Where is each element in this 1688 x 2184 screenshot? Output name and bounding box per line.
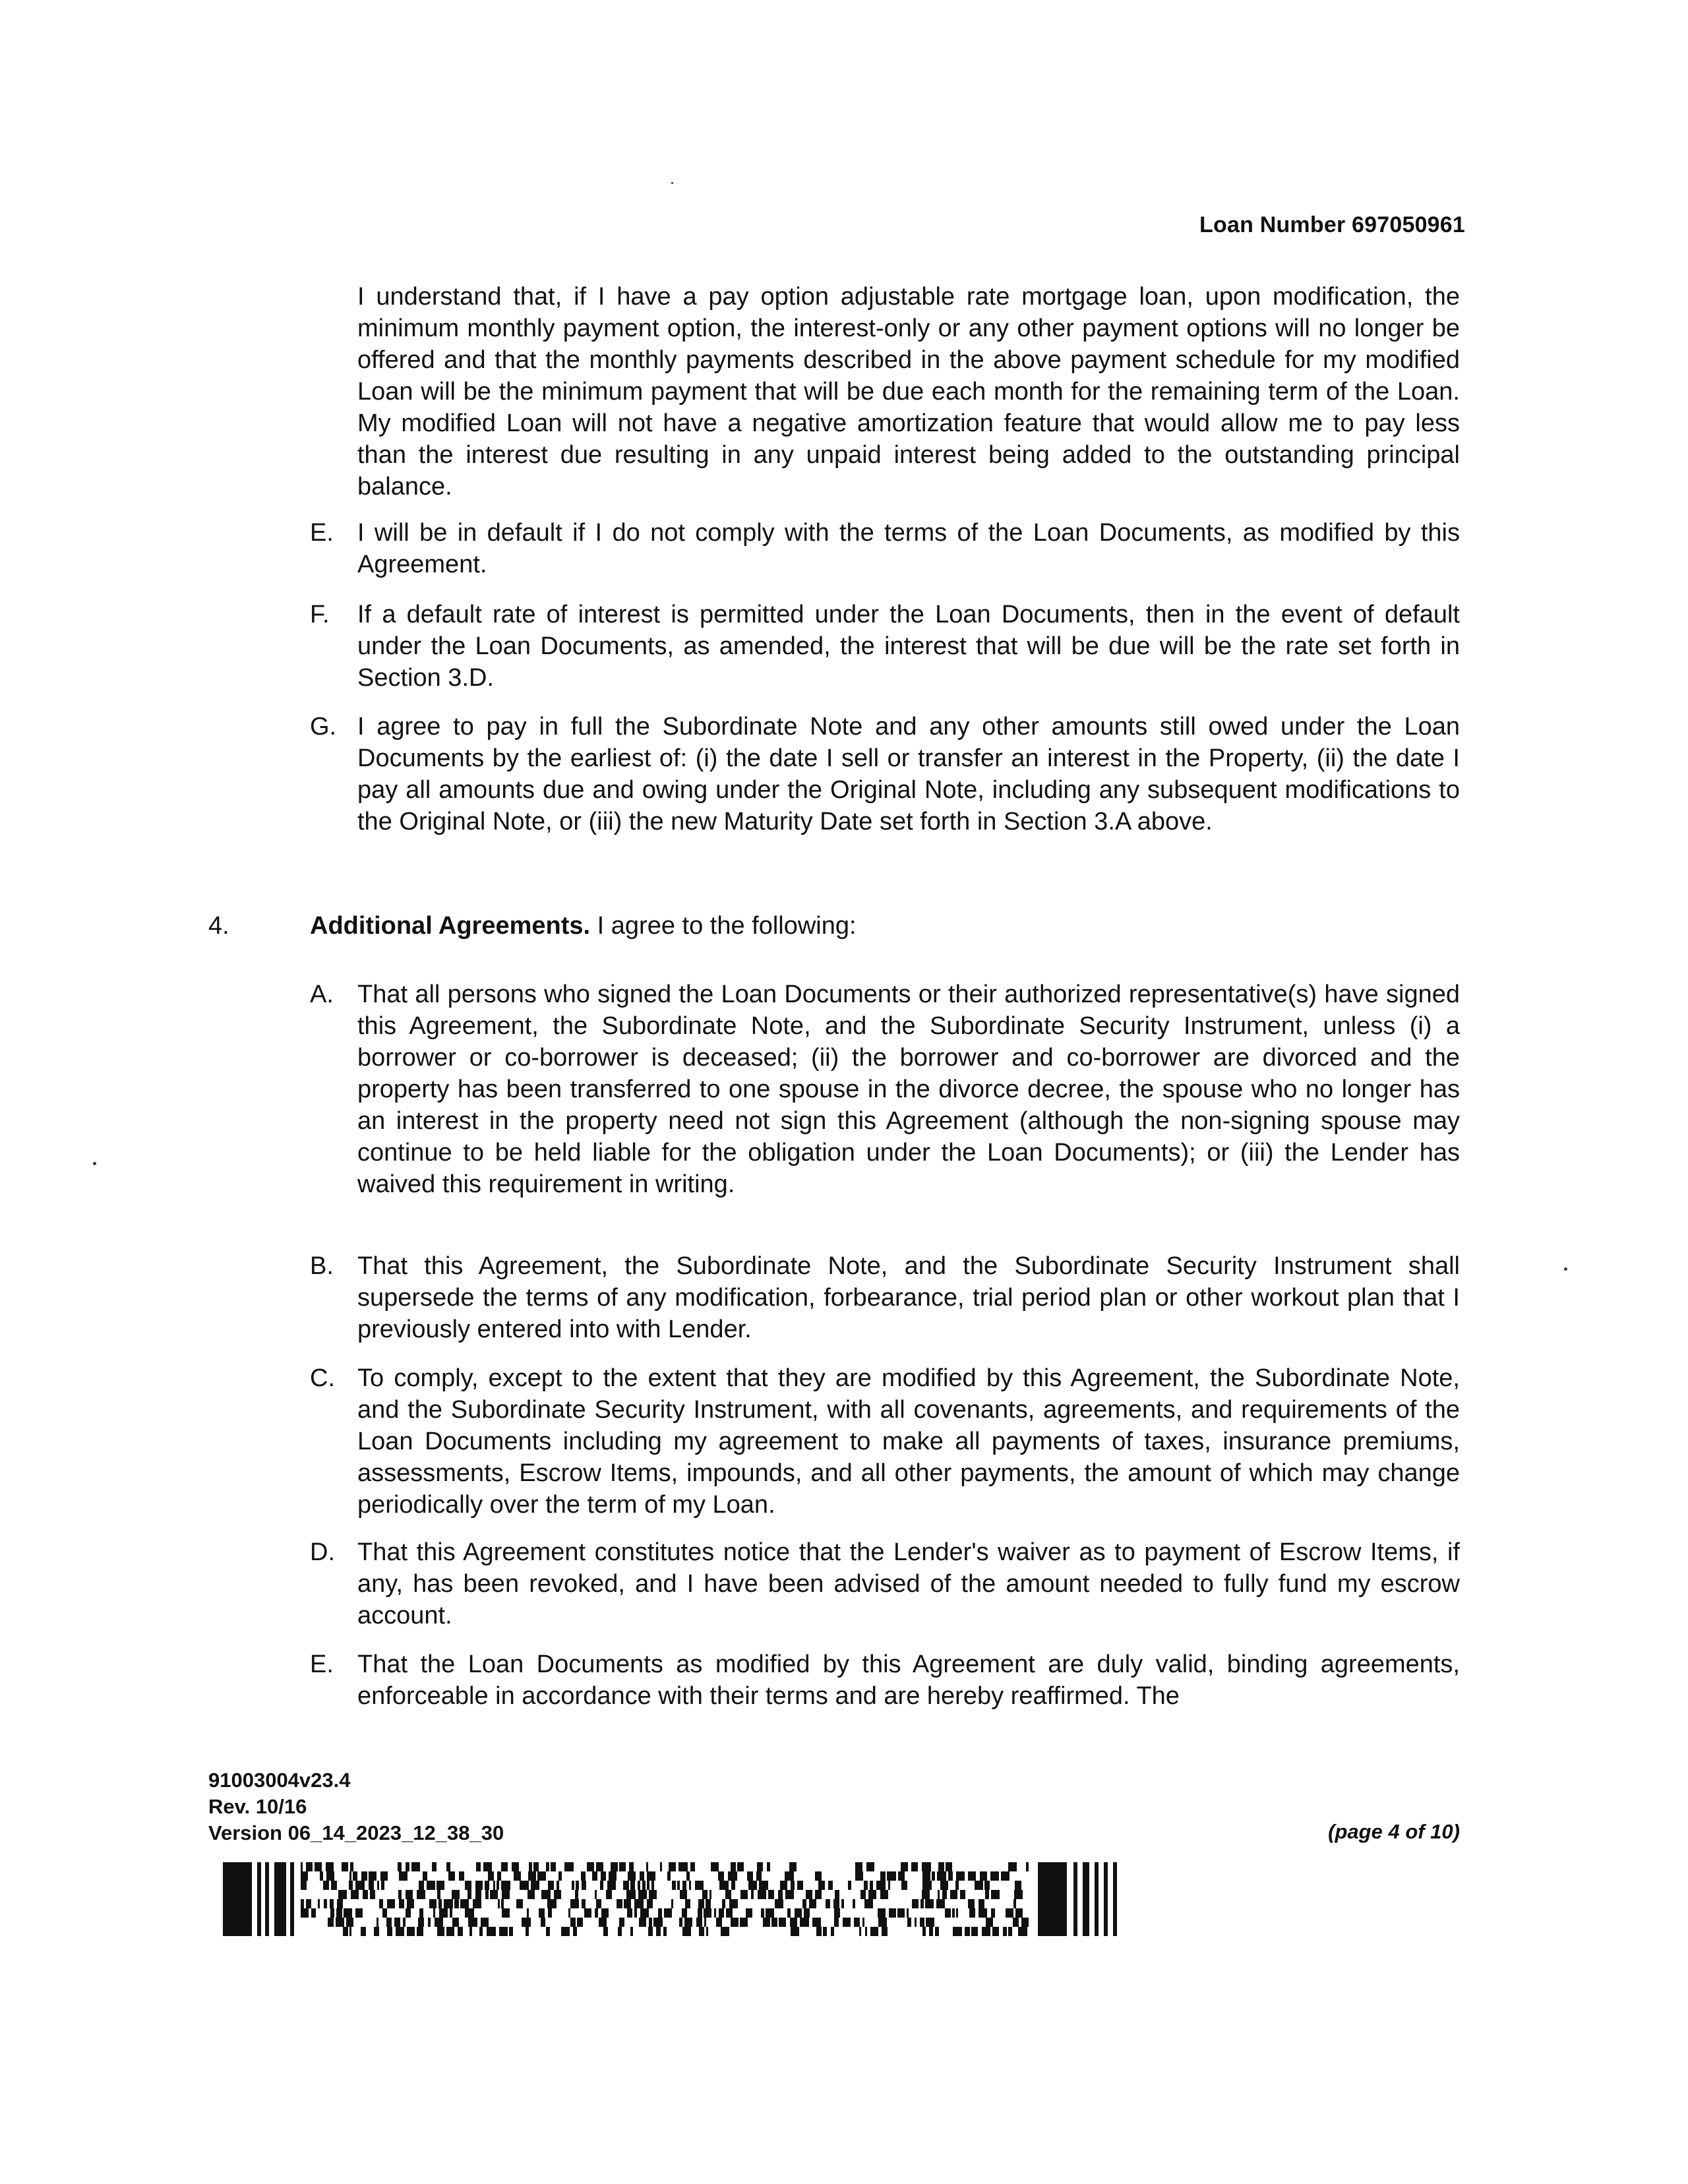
section4-heading-line — [208, 910, 1461, 942]
loan-number: Loan Number 697050961 — [1199, 212, 1465, 237]
item-text: I will be in default if I do not comply with the terms of the Loan Documents, as modified by this Agreement. — [357, 519, 1460, 578]
intro-paragraph: I understand that, if I have a pay option adjustable rate mortgage loan, upon modification, the minimum monthly payment option, the interest-only or any other payment options will no longer be offered and that the monthly payments described in the above payment schedule for my modified Loan will be the minimum payment that will be due each month for the remaining term of the Loan. My modified Loan will not have a negative amortization feature that would allow me to pay less than the interest due resulting in any unpaid interest being added to the outstanding principal balance. — [357, 283, 1460, 501]
form-id: 91003004v23.4 — [208, 1769, 351, 1792]
scan-speck — [93, 1162, 96, 1165]
item-letter: G. — [310, 713, 337, 741]
section4-item-e — [310, 1649, 1460, 1712]
revision: Rev. 10/16 — [208, 1795, 307, 1818]
item-text: That this Agreement, the Subordinate Note, and the Subordinate Security Instrument shall supersede the terms of any modification, forbearance, trial period plan or other workout plan that I previously entered into with Lender. — [357, 1252, 1460, 1343]
section-heading: Additional Agreements. — [310, 912, 591, 940]
item-letter: A. — [310, 981, 334, 1008]
item-text: To comply, except to the extent that they are modified by this Agreement, the Subordinate Note, and the Subordinate Security Instrument, with all covenants, agreements, and requirements of the Loan Documents including my agreement to make all payments of taxes, insurance premiums, assessments, Escrow Items, impounds, and all other payments, the amount of which may change periodically over the term of my Loan. — [357, 1364, 1460, 1519]
item-text: I agree to pay in full the Subordinate Note and any other amounts still owed under the Loan Documents by the earliest of: (i) the date I sell or transfer an interest in the Property, (ii) the date I pay all amounts due and owing under the Original Note, including any subsequent modifications to the Original Note, or (iii) the new Maturity Date set forth in Section 3.A above. — [357, 713, 1460, 835]
section3-item-e — [310, 517, 1460, 580]
item-letter: E. — [310, 519, 334, 547]
item-text: That the Loan Documents as modified by this Agreement are duly valid, binding agreements, enforceable in accordance with their terms and are hereby reaffirmed. The — [357, 1651, 1460, 1710]
item-letter: F. — [310, 601, 330, 628]
item-text: If a default rate of interest is permitted under the Loan Documents, then in the event of default under the Loan Documents, as amended, the interest that will be due will be the rate set forth in Section 3.D. — [357, 601, 1460, 692]
section4-item-a — [310, 979, 1460, 1200]
section-number: 4. — [208, 912, 229, 940]
item-letter: C. — [310, 1364, 335, 1392]
item-text: That this Agreement constitutes notice that the Lender's waiver as to payment of Escrow Items, if any, has been revoked, and I have been advised of the amount needed to fully fund my escrow account. — [357, 1538, 1460, 1629]
scan-speck — [1564, 1267, 1567, 1271]
section4-item-b — [310, 1250, 1460, 1345]
scan-speck — [671, 182, 673, 184]
item-letter: B. — [310, 1252, 334, 1280]
section3-item-f — [310, 599, 1460, 694]
footer-form-info — [208, 1767, 504, 1846]
version: Version 06_14_2023_12_38_30 — [208, 1821, 504, 1844]
section-lead: I agree to the following: — [590, 912, 857, 940]
item-text: That all persons who signed the Loan Documents or their authorized representative(s) have signed this Agreement, the Subordinate Note, and the Subordinate Security Instrument, unless (i) a borrower or co-borrower is deceased; (ii) the borrower and co-borrower are divorced and the property has been transferred to one spouse in the divorce decree, the spouse who no longer has an interest in the property need not sign this Agreement (although the non-signing spouse may continue to be held liable for the obligation under the Loan Documents); or (iii) the Lender has waived this requirement in writing. — [357, 981, 1460, 1198]
section3-item-g — [310, 711, 1460, 837]
page-number: (page 4 of 10) — [1328, 1820, 1460, 1843]
barcode-icon — [223, 1862, 1117, 1936]
section4-item-d — [310, 1536, 1460, 1631]
item-letter: D. — [310, 1538, 335, 1566]
item-letter: E. — [310, 1651, 334, 1678]
section4-item-c — [310, 1362, 1460, 1521]
